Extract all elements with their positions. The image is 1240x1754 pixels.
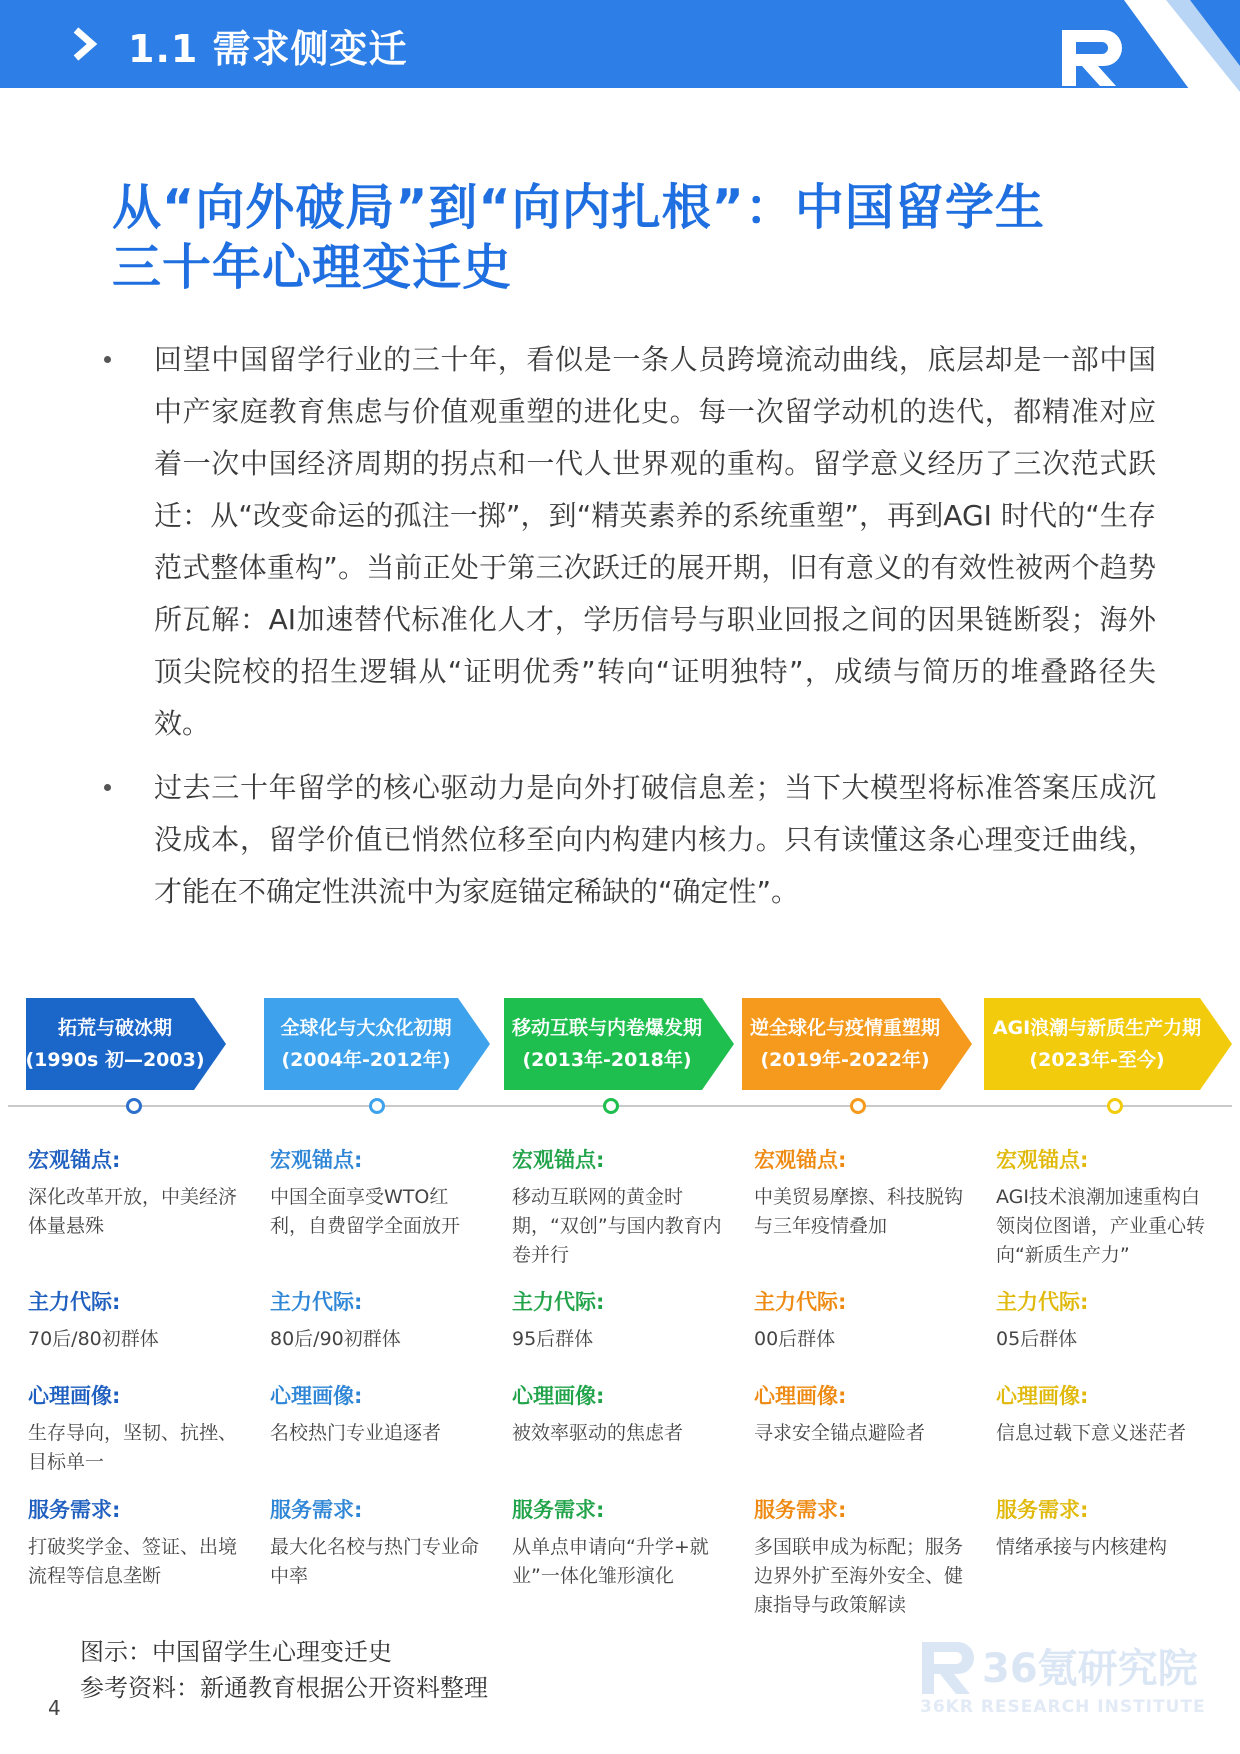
phase-label xyxy=(264,998,468,1090)
timeline-axis xyxy=(8,1105,1232,1107)
phase-period: (2013年-2018年) xyxy=(522,1049,692,1071)
service-need-label: 服务需求: xyxy=(28,1498,121,1522)
psych-portrait xyxy=(28,1381,238,1477)
macro-anchor-text: 深化改革开放，中美经济体量悬殊 xyxy=(28,1186,238,1237)
page-title-line-2: 三十年心理变迁史 xyxy=(112,239,513,296)
macro-anchor xyxy=(754,1145,964,1241)
timeline-dot xyxy=(1107,1098,1123,1114)
macro-anchor-label: 宏观锚点: xyxy=(996,1148,1089,1172)
macro-anchor-text: 中国全面享受WTO红利，自费留学全面放开 xyxy=(270,1186,461,1237)
bullet-dot xyxy=(104,784,111,791)
main-generation xyxy=(512,1287,722,1354)
svg-text:36KR RESEARCH INSTITUTE: 36KR RESEARCH INSTITUTE xyxy=(920,1697,1206,1716)
main-generation-label: 主力代际: xyxy=(754,1290,847,1314)
psych-portrait-label: 心理画像: xyxy=(512,1384,605,1408)
psych-portrait-text: 被效率驱动的焦虑者 xyxy=(512,1422,684,1444)
svg-text:36氪研究院: 36氪研究院 xyxy=(982,1646,1198,1692)
page-number: 4 xyxy=(48,1696,61,1720)
macro-anchor-label: 宏观锚点: xyxy=(754,1148,847,1172)
service-need-text: 情绪承接与内核建构 xyxy=(996,1536,1168,1558)
macro-anchor xyxy=(512,1145,722,1270)
section-header-bar xyxy=(0,0,1240,88)
phase-period: (2019年-2022年) xyxy=(760,1049,930,1071)
service-need-text: 多国联申成为标配；服务边界外扩至海外安全、健康指导与政策解读 xyxy=(754,1536,964,1616)
main-generation xyxy=(270,1287,480,1354)
phase-name: 拓荒与破冰期 xyxy=(57,1017,172,1039)
psych-portrait xyxy=(270,1381,480,1448)
service-need-text: 最大化名校与热门专业命中率 xyxy=(270,1536,480,1587)
psych-portrait-text: 名校热门专业追逐者 xyxy=(270,1422,442,1444)
service-need-label: 服务需求: xyxy=(512,1498,605,1522)
page-title-line-1: 从“向外破局”到“向内扎根”：中国留学生 xyxy=(112,179,1045,236)
phase-period: (2023年-至今) xyxy=(1029,1049,1165,1071)
main-generation-label: 主力代际: xyxy=(996,1290,1089,1314)
psych-portrait xyxy=(512,1381,722,1448)
service-need-text: 打破奖学金、签证、出境流程等信息垄断 xyxy=(28,1536,238,1587)
psych-portrait xyxy=(996,1381,1206,1448)
figure-source: 参考资料：新通教育根据公开资料整理 xyxy=(80,1674,488,1702)
main-generation xyxy=(754,1287,964,1354)
psych-portrait-label: 心理画像: xyxy=(996,1384,1089,1408)
bullet-text: 回望中国留学行业的三十年，看似是一条人员跨境流动曲线，底层却是一部中国中产家庭教育焦虑与价值观重塑的进化史。每一次留学动机的迭代，都精准对应着一次中国经济周期的拐点和一代人世界观的重构。留学意义经历了三次范式跃迁：从“改变命运的孤注一掷”，到“精英素养的系统重塑”，再到AGI 时代的“生存范式整体重构”。当前正处于第三次跃迁的展开期，旧有意义的有效性被两个趋势所瓦解：AI加速替代标准化人才，学历信号与职业回报之间的因果链断裂；海外顶尖院校的招生逻辑从“证明优秀”转向“证明独特”，成绩与简历的堆叠路径失效。 xyxy=(154,343,1156,740)
phase-name: AGI浪潮与新质生产力期 xyxy=(992,1017,1202,1039)
service-need-label: 服务需求: xyxy=(996,1498,1089,1522)
phase-label xyxy=(26,998,204,1090)
phase-arrow-4 xyxy=(742,998,972,1090)
main-generation-label: 主力代际: xyxy=(270,1290,363,1314)
service-need xyxy=(754,1495,964,1620)
psych-portrait-label: 心理画像: xyxy=(754,1384,847,1408)
psych-portrait-text: 寻求安全锚点避险者 xyxy=(754,1422,926,1444)
phase-label xyxy=(504,998,710,1090)
macro-anchor-label: 宏观锚点: xyxy=(270,1148,363,1172)
service-need xyxy=(28,1495,238,1591)
psych-portrait-text: 生存导向，坚韧、抗挫、目标单一 xyxy=(28,1422,238,1473)
timeline-dot xyxy=(126,1098,142,1114)
bullet-dot xyxy=(104,356,111,363)
psych-portrait-label: 心理画像: xyxy=(270,1384,363,1408)
bullet-paragraph-2 xyxy=(96,762,1156,918)
phase-arrow-5 xyxy=(984,998,1232,1090)
macro-anchor-label: 宏观锚点: xyxy=(512,1148,605,1172)
macro-anchor xyxy=(270,1145,480,1241)
service-need xyxy=(270,1495,480,1591)
phase-name: 全球化与大众化初期 xyxy=(280,1017,452,1039)
phase-label xyxy=(984,998,1210,1090)
macro-anchor-text: 中美贸易摩擦、科技脱钩与三年疫情叠加 xyxy=(754,1186,964,1237)
phase-arrow-3 xyxy=(504,998,734,1090)
phase-name: 移动互联与内卷爆发期 xyxy=(511,1017,702,1039)
section-title: 1.1 需求侧变迁 xyxy=(128,27,408,71)
service-need xyxy=(996,1495,1206,1562)
phase-name: 逆全球化与疫情重塑期 xyxy=(749,1017,940,1039)
main-generation-text: 00后群体 xyxy=(754,1328,836,1350)
timeline-dot xyxy=(603,1098,619,1114)
macro-anchor-label: 宏观锚点: xyxy=(28,1148,121,1172)
timeline-dot xyxy=(850,1098,866,1114)
psych-portrait-text: 信息过载下意义迷茫者 xyxy=(996,1422,1187,1444)
logo-r-icon xyxy=(1058,26,1140,86)
main-generation-text: 80后/90初群体 xyxy=(270,1328,401,1350)
phase-period: (1990s 初—2003) xyxy=(25,1049,205,1071)
figure-caption xyxy=(80,1634,488,1706)
figure-title: 图示：中国留学生心理变迁史 xyxy=(80,1638,392,1666)
main-generation-label: 主力代际: xyxy=(28,1290,121,1314)
psych-portrait-label: 心理画像: xyxy=(28,1384,121,1408)
timeline-dot xyxy=(369,1098,385,1114)
main-generation-text: 05后群体 xyxy=(996,1328,1078,1350)
page-title xyxy=(112,178,1152,298)
bullet-paragraph-1 xyxy=(96,334,1156,750)
phase-period: (2004年-2012年) xyxy=(281,1049,451,1071)
service-need-label: 服务需求: xyxy=(754,1498,847,1522)
watermark-logo xyxy=(918,1636,1208,1716)
service-need-label: 服务需求: xyxy=(270,1498,363,1522)
psych-portrait xyxy=(754,1381,964,1448)
service-need xyxy=(512,1495,722,1591)
main-generation xyxy=(28,1287,238,1354)
main-generation-text: 70后/80初群体 xyxy=(28,1328,159,1350)
main-generation-text: 95后群体 xyxy=(512,1328,594,1350)
main-generation xyxy=(996,1287,1206,1354)
macro-anchor-text: AGI技术浪潮加速重构白领岗位图谱，产业重心转向“新质生产力” xyxy=(996,1186,1206,1266)
macro-anchor xyxy=(28,1145,238,1241)
service-need-text: 从单点申请向“升学+就业”一体化雏形演化 xyxy=(512,1536,709,1587)
phase-arrow-2 xyxy=(264,998,490,1090)
macro-anchor-text: 移动互联网的黄金时期，“双创”与国内教育内卷并行 xyxy=(512,1186,722,1266)
bullet-text: 过去三十年留学的核心驱动力是向外打破信息差；当下大模型将标准答案压成沉没成本，留学价值已悄然位移至向内构建内核力。只有读懂这条心理变迁曲线，才能在不确定性洪流中为家庭锚定稀缺的“确定性”。 xyxy=(154,771,1156,908)
phase-arrow-1 xyxy=(26,998,226,1090)
macro-anchor xyxy=(996,1145,1206,1270)
chevron-right-icon xyxy=(68,24,108,64)
intro-bullet-list xyxy=(96,334,1156,930)
phase-label xyxy=(742,998,948,1090)
main-generation-label: 主力代际: xyxy=(512,1290,605,1314)
